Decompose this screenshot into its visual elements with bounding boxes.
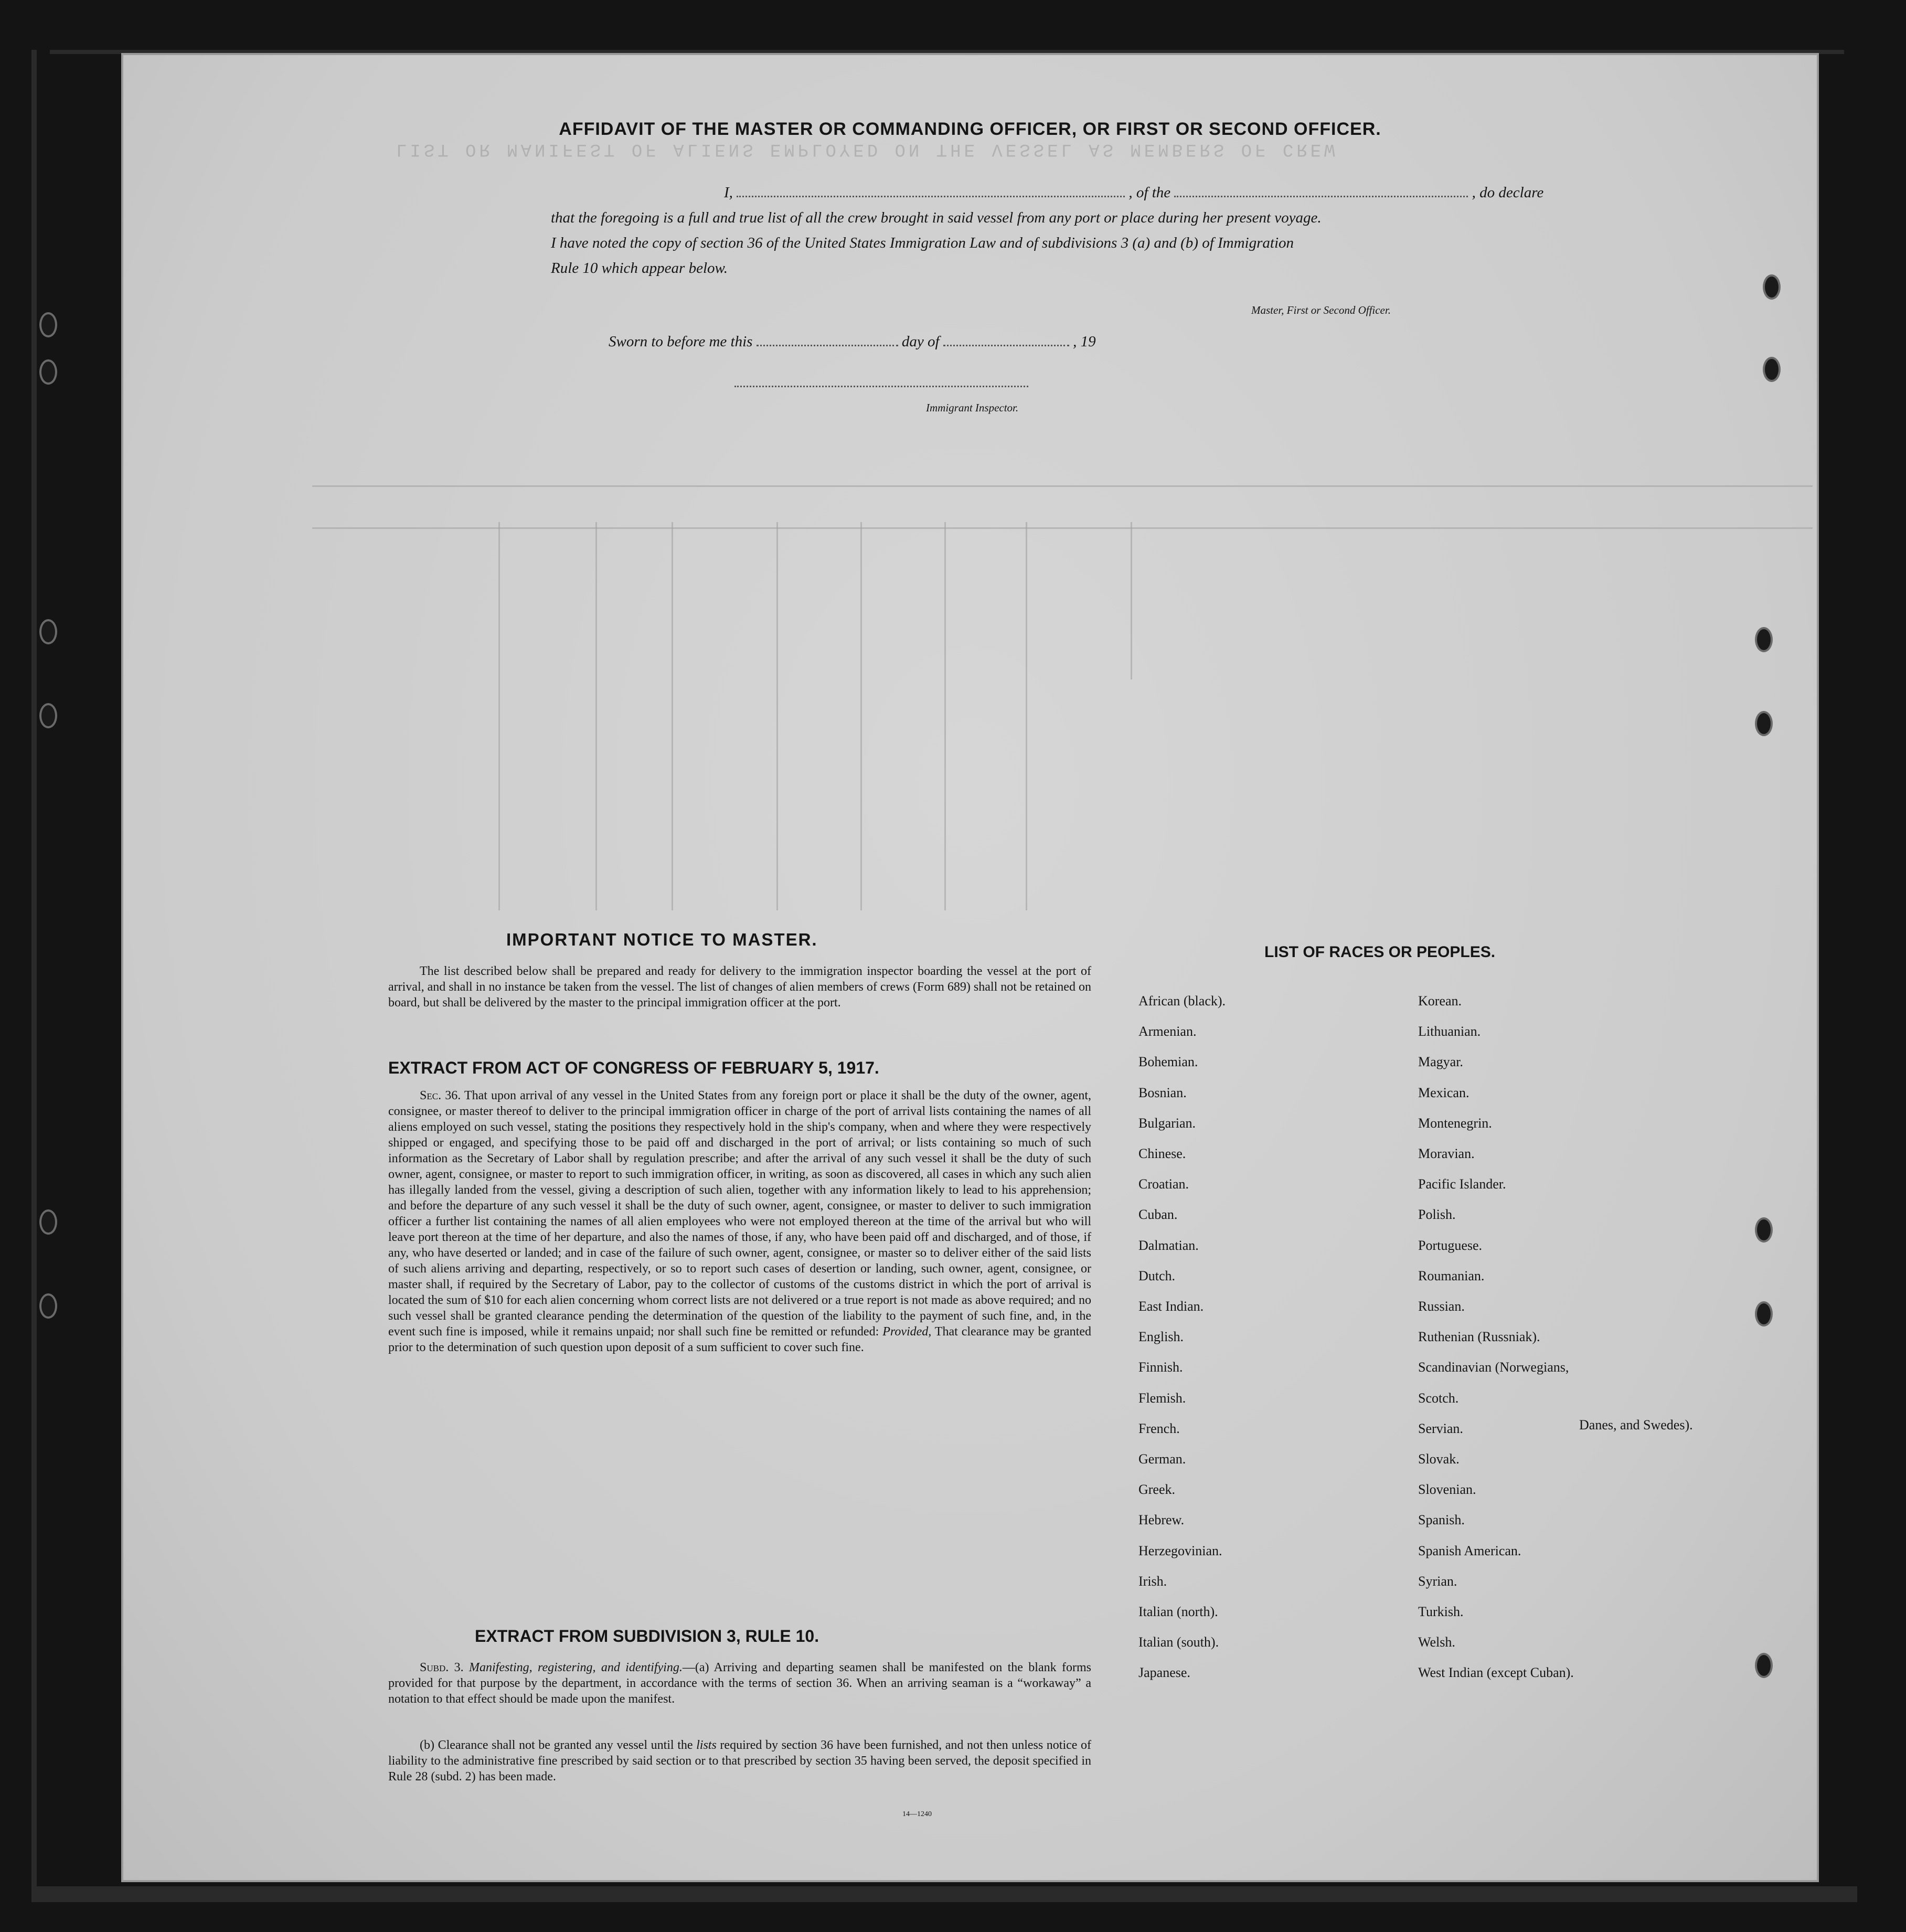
race-item: Mexican. [1418, 1085, 1470, 1100]
race-item: Irish. [1138, 1573, 1167, 1589]
race-item: Cuban. [1138, 1207, 1178, 1223]
punch-hole [39, 312, 57, 337]
film-edge-top [50, 50, 1844, 54]
rule-subd-heading: Manifesting, registering, and identifying. [468, 1661, 683, 1674]
vessel-name-field[interactable] [1174, 196, 1468, 197]
race-item: Servian. [1418, 1420, 1463, 1436]
bleed-through-column [1026, 522, 1027, 910]
bleed-through-rule [312, 527, 1813, 529]
race-item: Japanese. [1138, 1665, 1190, 1681]
bleed-through-column [498, 522, 500, 910]
race-item: Dutch. [1138, 1268, 1176, 1283]
inspector-signature-field[interactable] [734, 386, 1028, 387]
race-item: Slovak. [1418, 1451, 1460, 1467]
punch-hole [1755, 1653, 1773, 1678]
race-item: Portuguese. [1418, 1237, 1483, 1253]
races-title: LIST OF RACES OR PEOPLES. [1264, 943, 1496, 961]
race-item: English. [1138, 1329, 1184, 1345]
inspector-signature-label: Immigrant Inspector. [926, 401, 1019, 414]
document-page [123, 55, 1817, 1880]
act-title: EXTRACT FROM ACT OF CONGRESS OF FEBRUARY 5, 1917. [388, 1058, 879, 1077]
do-declare-label: , do declare [1472, 184, 1544, 201]
declarant-label: I, [724, 184, 733, 201]
bleed-through-column [1131, 522, 1132, 680]
affidavit-title: AFFIDAVIT OF THE MASTER OR COMMANDING OFFICER, OR FIRST OR SECOND OFFICER. [559, 119, 1381, 139]
race-item: Armenian. [1138, 1024, 1197, 1039]
of-the-label: , of the [1128, 184, 1171, 201]
race-item: Turkish. [1418, 1604, 1464, 1619]
affidavit-line-4: Rule 10 which appear below. [551, 260, 728, 277]
punch-hole [1763, 274, 1781, 300]
master-signature-label: Master, First or Second Officer. [1251, 304, 1391, 316]
race-item: Spanish. [1418, 1512, 1465, 1528]
year-label: , 19 [1073, 333, 1096, 350]
sworn-month-field[interactable] [943, 345, 1069, 346]
race-item: West Indian (except Cuban). [1418, 1665, 1574, 1681]
race-item: Dalmatian. [1138, 1237, 1199, 1253]
race-item: Bohemian. [1138, 1054, 1198, 1070]
film-edge-bottom [31, 1886, 1857, 1902]
race-item: Croatian. [1138, 1176, 1189, 1192]
punch-hole [1755, 627, 1773, 652]
punch-hole [39, 619, 57, 644]
sworn-label: Sworn to before me this [609, 333, 753, 350]
race-item: Hebrew. [1138, 1512, 1185, 1528]
race-item: Greek. [1138, 1482, 1176, 1498]
punch-hole [39, 1209, 57, 1235]
punch-hole [1755, 1301, 1773, 1326]
act-text: Sec. 36. That upon arrival of any vessel in the United States from any foreign port or place it shall be the duty of the owner, agent, consignee, or master thereof to deliver to the principal immigration officer in charge of the port of arrival lists containing the names of all aliens employed on such vessel, stating the positions they respectively hold in the ship's company, when and where they were respectively shipped or engaged, and specifying those to be paid off and discharged in the port of arrival; or lists containing so much of such information as the Secretary of Labor shall by regulation prescribe; and after the arrival of any such vessel it shall be the duty of such owner, agent, consignee, or master to report to such immigration officer, in writing, as soon as discovered, all cases in which any such alien has illegally landed from the vessel, giving a description of such alien, together with any information likely to lead to his apprehension; and before the departure of any such vessel it shall be the duty of such owner, agent, consignee, or master to deliver to such immigration officer a further list containing the names of all alien employees who were not employed thereon at the time of the arrival but who will leave port thereon at the time of her departure, and also the names of those, if any, who have been paid off and discharged, and of those, if any, who have deserted or landed; and in case of the failure of such owner, agent, consignee, or master so to deliver either of the said lists of such aliens arriving and departing, respectively, or so to report such cases of desertion or landing, such owner, agent, consignee, or master shall, if required by the Secretary of Labor, pay to the collector of customs of the customs district in which the port of arrival is located the sum of $10 for each alien concerning whom correct lists are not delivered or a true report is not made as above required; and no such vessel shall be granted clearance pending the determination of the question of the liability to the payment of such fine, and, in the event such fine is imposed, while it remains unpaid; nor shall such fine be remitted or refunded: Provided, That clearance may be granted prior to the determination of such question upon deposit of a sum sufficient to cover such fine. [388, 1089, 1091, 1354]
race-item: Syrian. [1418, 1573, 1457, 1589]
race-item-continuation: Danes, and Swedes). [1579, 1417, 1693, 1432]
race-item: German. [1138, 1451, 1186, 1467]
race-item: Chinese. [1138, 1146, 1186, 1161]
race-item: Ruthenian (Russniak). [1418, 1329, 1540, 1345]
declarant-name-field[interactable] [737, 196, 1125, 197]
day-of-label: day of [901, 333, 940, 350]
affidavit-declaration-line [551, 181, 1595, 204]
race-item: Russian. [1418, 1299, 1465, 1314]
form-number: 14—1240 [902, 1810, 932, 1818]
punch-hole [39, 703, 57, 728]
race-item: Pacific Islander. [1418, 1176, 1506, 1192]
race-item: Italian (south). [1138, 1634, 1219, 1650]
race-item: Scandinavian (Norwegians, [1418, 1360, 1569, 1375]
affidavit-line-3: I have noted the copy of section 36 of the United States Immigration Law and of subdivisions 3 (a) and (b) of Immigration [551, 235, 1294, 251]
bleed-through-column [595, 522, 597, 910]
bleed-through-title: LIST OR MANIFEST OF ALIENS EMPLOYED ON THE VESSEL AS MEMBERS OF CREW [396, 139, 1338, 159]
film-edge-left [31, 50, 37, 1886]
race-item: Roumanian. [1418, 1268, 1485, 1283]
race-item: Slovenian. [1418, 1482, 1476, 1498]
bleed-through-column [860, 522, 862, 910]
rule-subd-label: Subd. 3. [420, 1661, 464, 1674]
race-item: Bosnian. [1138, 1085, 1187, 1100]
race-item: Herzegovinian. [1138, 1543, 1222, 1558]
race-item: Finnish. [1138, 1360, 1183, 1375]
race-item: Lithuanian. [1418, 1024, 1481, 1039]
punch-hole [1763, 357, 1781, 382]
race-item: Polish. [1418, 1207, 1456, 1223]
bleed-through-column [944, 522, 946, 910]
act-section-label: Sec. 36. [420, 1089, 461, 1102]
race-item: Moravian. [1418, 1146, 1475, 1161]
punch-hole [1755, 711, 1773, 736]
race-item: Bulgarian. [1138, 1115, 1196, 1131]
rule-subd-b: (b) Clearance shall not be granted any vessel until the lists required by section 36 have been furnished, and not then unless notice of liability to the administrative fine prescribed by said section or to that prescribed by section 35 having been served, the deposit specified in Rule 28 (subd. 2) has been made. [388, 1738, 1092, 1784]
race-item: Korean. [1418, 993, 1462, 1009]
race-item: Welsh. [1418, 1634, 1455, 1650]
rule-title: EXTRACT FROM SUBDIVISION 3, RULE 10. [475, 1627, 819, 1646]
bleed-through-column [776, 522, 778, 910]
notice-text: The list described below shall be prepared and ready for delivery to the immigration inspector boarding the vessel at the port of arrival, and shall in no instance be taken from the vessel. The list of changes of alien members of crews (Form 689) shall not be retained on board, but shall be delivered by the master to the principal immigration officer at the port. [388, 964, 1091, 1010]
punch-hole [1755, 1217, 1773, 1243]
bleed-through-column [672, 522, 673, 910]
rule-subd-a: Subd. 3. Manifesting, registering, and identifying.—(a) Arriving and departing seamen shall be manifested on the blank forms provided for that purpose by the department, in accordance with the terms of section 36. When an arriving seaman is a “workaway” a notation to that effect should be made upon the manifest. [388, 1661, 1091, 1706]
notice-title: IMPORTANT NOTICE TO MASTER. [506, 930, 818, 949]
bleed-through-rule [312, 485, 1813, 487]
sworn-line [609, 333, 1096, 351]
act-provided: Provided, [882, 1325, 932, 1339]
race-item: Magyar. [1418, 1054, 1463, 1070]
race-item: Flemish. [1138, 1390, 1186, 1406]
race-item: Italian (north). [1138, 1604, 1218, 1619]
race-item: East Indian. [1138, 1299, 1204, 1314]
race-item: Montenegrin. [1418, 1115, 1492, 1131]
race-item: Spanish American. [1418, 1543, 1521, 1558]
punch-hole [39, 1293, 57, 1319]
race-item: Scotch. [1418, 1390, 1459, 1406]
race-item: African (black). [1138, 993, 1226, 1009]
affidavit-line-2: that the foregoing is a full and true list of all the crew brought in said vessel from any port or place during her present voyage. [551, 209, 1322, 226]
sworn-date-field[interactable] [757, 345, 898, 346]
punch-hole [39, 359, 57, 385]
race-item: French. [1138, 1420, 1180, 1436]
